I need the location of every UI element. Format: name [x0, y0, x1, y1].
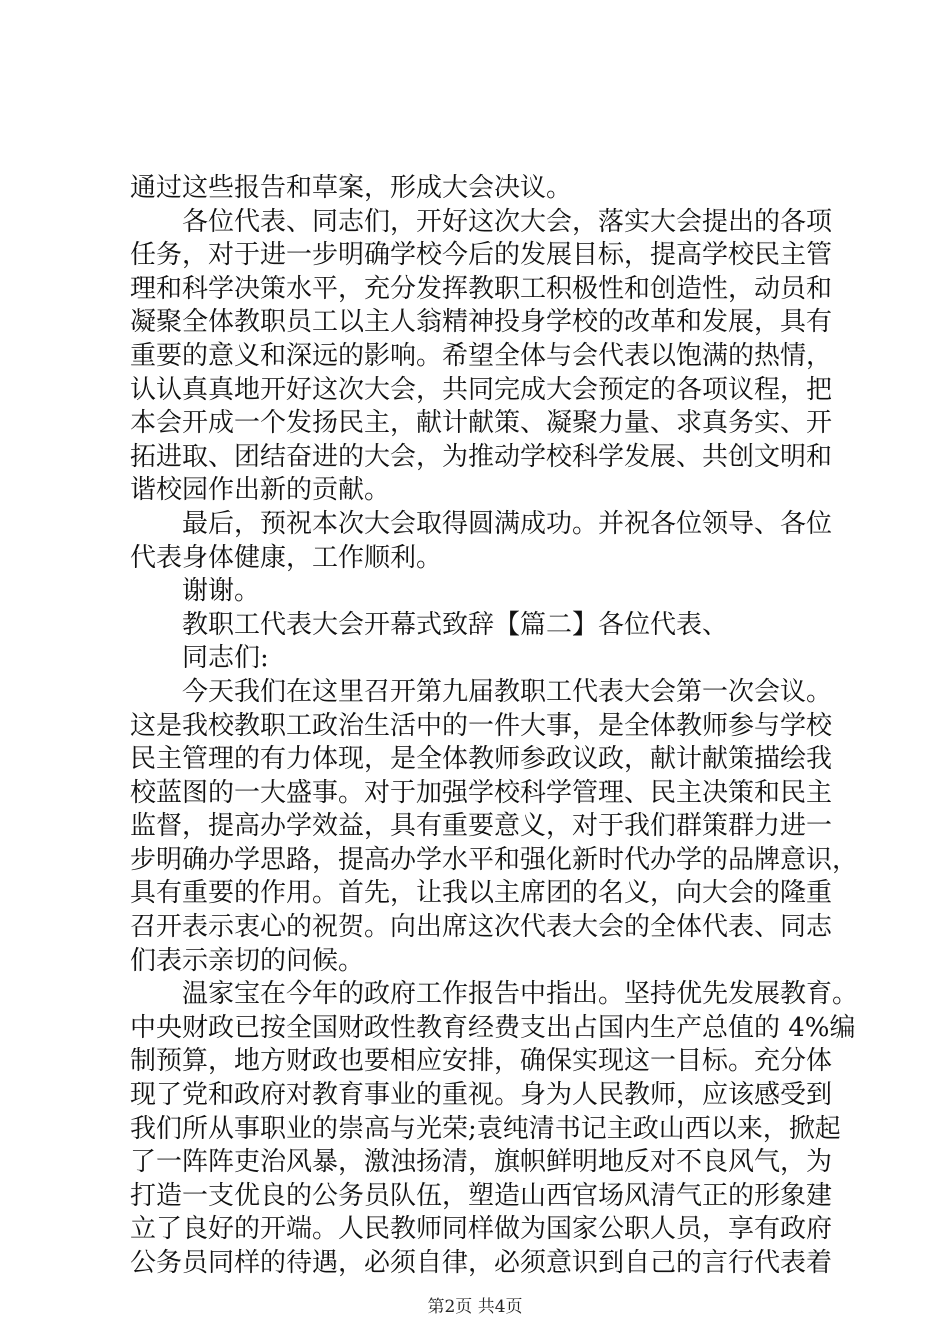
text-line: 今天我们在这里召开第九届教职工代表大会第一次会议。	[182, 676, 833, 707]
text-line: 步明确办学思路，提高办学水平和强化新时代办学的品牌意识，	[130, 844, 859, 875]
text-line: 谐校园作出新的贡献。	[130, 475, 391, 506]
text-line: 同志们:	[182, 643, 269, 674]
text-line: 通过这些报告和草案，形成大会决议。	[130, 173, 573, 203]
text-line: 温家宝在今年的政府工作报告中指出。坚持优先发展教育。	[182, 979, 859, 1010]
text-line: 中央财政已按全国财政性教育经费支出占国内生产总值的 4%编	[130, 1012, 856, 1043]
text-line: 了一阵阵吏治风暴，激浊扬清，旗帜鲜明地反对不良风气，为	[130, 1147, 833, 1178]
text-line: 现了党和政府对教育事业的重视。身为人民教师，应该感受到	[130, 1080, 833, 1111]
text-line: 这是我校教职工政治生活中的一件大事，是全体教师参与学校	[130, 710, 833, 741]
text-line: 本会开成一个发扬民主，献计献策、凝聚力量、求真务实、开	[130, 408, 833, 439]
text-line: 公务员同样的待遇，必须自律，必须意识到自己的言行代表着	[130, 1248, 833, 1278]
text-line: 监督，提高办学效益，具有重要意义，对于我们群策群力进一	[130, 811, 833, 842]
text-line: 具有重要的作用。首先，让我以主席团的名义，向大会的隆重	[130, 878, 833, 909]
text-line: 各位代表、同志们，开好这次大会，落实大会提出的各项	[182, 206, 833, 237]
text-line: 任务，对于进一步明确学校今后的发展目标，提高学校民主管	[130, 240, 833, 271]
text-line: 制预算，地方财政也要相应安排，确保实现这一目标。充分体	[130, 1046, 833, 1077]
text-line: 们表示亲切的问候。	[130, 945, 365, 976]
document-body	[130, 172, 859, 1281]
page-number-footer: 第2页 共4页	[427, 1297, 523, 1317]
text-line: 我们所从事职业的崇高与光荣;袁纯清书记主政山西以来，掀起	[130, 1113, 841, 1144]
text-line: 理和科学决策水平，充分发挥教职工积极性和创造性，动员和	[130, 273, 833, 304]
text-line: 拓进取、团结奋进的大会，为推动学校科学发展、共创文明和	[130, 441, 833, 472]
text-line: 教职工代表大会开幕式致辞【篇二】各位代表、	[182, 609, 729, 640]
text-line: 代表身体健康，工作顺利。	[130, 542, 443, 573]
text-line: 校蓝图的一大盛事。对于加强学校科学管理、民主决策和民主	[130, 777, 833, 808]
text-line: 打造一支优良的公务员队伍，塑造山西官场风清气正的形象建	[130, 1180, 833, 1211]
text-line: 最后，预祝本次大会取得圆满成功。并祝各位领导、各位	[182, 508, 833, 539]
text-line: 立了良好的开端。人民教师同样做为国家公职人员，享有政府	[130, 1214, 833, 1245]
text-line: 谢谢。	[182, 576, 261, 607]
text-line: 认认真真地开好这次大会，共同完成大会预定的各项议程，把	[130, 374, 833, 405]
text-line: 召开表示衷心的祝贺。向出席这次代表大会的全体代表、同志	[130, 912, 833, 943]
text-line: 凝聚全体教职员工以主人翁精神投身学校的改革和发展，具有	[130, 307, 833, 338]
text-line: 民主管理的有力体现，是全体教师参政议政，献计献策描绘我	[130, 744, 833, 775]
text-line: 重要的意义和深远的影响。希望全体与会代表以饱满的热情，	[130, 340, 833, 371]
